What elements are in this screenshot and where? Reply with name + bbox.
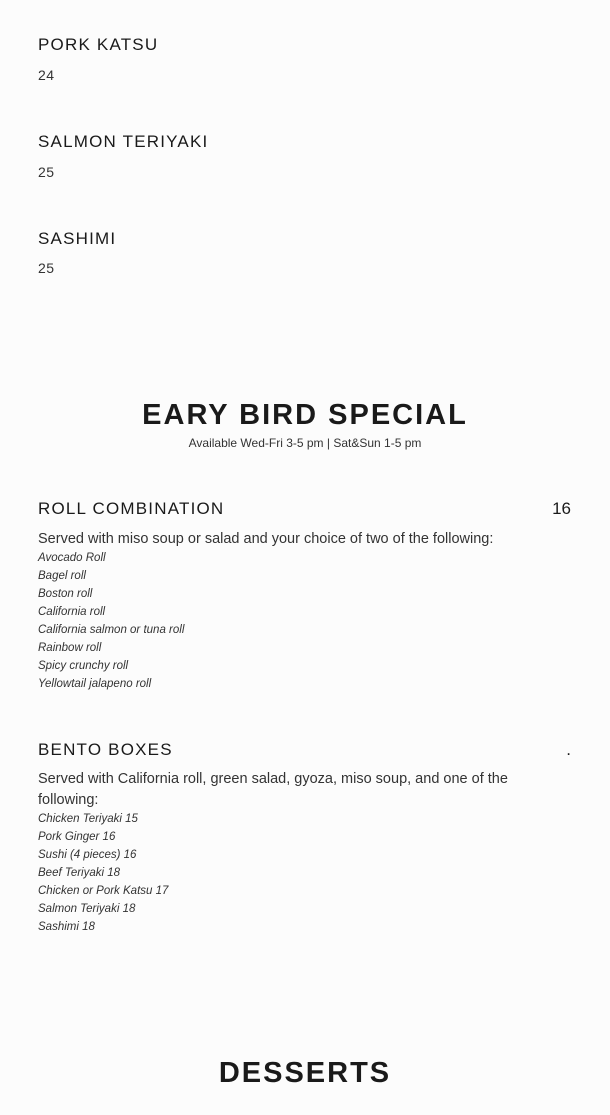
roll-combination-options xyxy=(38,549,184,693)
list-item: Sushi (4 pieces) 16 xyxy=(38,849,137,861)
roll-combination-price: 16 xyxy=(552,499,571,518)
bento-boxes-description: Served with California roll, green salad, gyoza, miso soup, and one of the following: xyxy=(38,771,508,808)
list-item: Avocado Roll xyxy=(38,552,106,564)
list-item: Chicken Teriyaki 15 xyxy=(38,813,138,825)
menu-item-price: 25 xyxy=(38,164,55,180)
section-subtitle-hours: Available Wed-Fri 3-5 pm | Sat&Sun 1-5 pm xyxy=(188,436,422,450)
list-item: California salmon or tuna roll xyxy=(38,624,185,636)
roll-combination-name: ROLL COMBINATION xyxy=(38,499,225,518)
menu-item-name: SASHIMI xyxy=(38,229,117,248)
list-item: Sashimi 18 xyxy=(38,921,95,933)
list-item: Rainbow roll xyxy=(38,642,102,654)
bento-boxes-name: BENTO BOXES xyxy=(38,740,173,759)
list-item: Chicken or Pork Katsu 17 xyxy=(38,885,169,897)
list-item: California roll xyxy=(38,606,106,618)
bento-boxes-price: . xyxy=(566,740,571,759)
list-item: Beef Teriyaki 18 xyxy=(38,867,121,879)
list-item: Yellowtail jalapeno roll xyxy=(38,678,152,690)
list-item: Pork Ginger 16 xyxy=(38,831,116,843)
bento-boxes-options xyxy=(38,810,168,936)
list-item: Boston roll xyxy=(38,588,93,600)
section-title-early-bird: EARY BIRD SPECIAL xyxy=(142,399,468,431)
section-title-desserts: DESSERTS xyxy=(218,1057,392,1089)
list-item: Salmon Teriyaki 18 xyxy=(38,903,136,915)
menu-item-name: SALMON TERIYAKI xyxy=(38,132,209,151)
roll-combination-description: Served with miso soup or salad and your choice of two of the following: xyxy=(38,531,494,547)
menu-item-price: 24 xyxy=(38,67,55,83)
list-item: Bagel roll xyxy=(38,570,86,582)
menu-item-name: PORK KATSU xyxy=(38,35,159,54)
list-item: Spicy crunchy roll xyxy=(38,660,129,672)
menu-item-price: 25 xyxy=(38,260,55,276)
